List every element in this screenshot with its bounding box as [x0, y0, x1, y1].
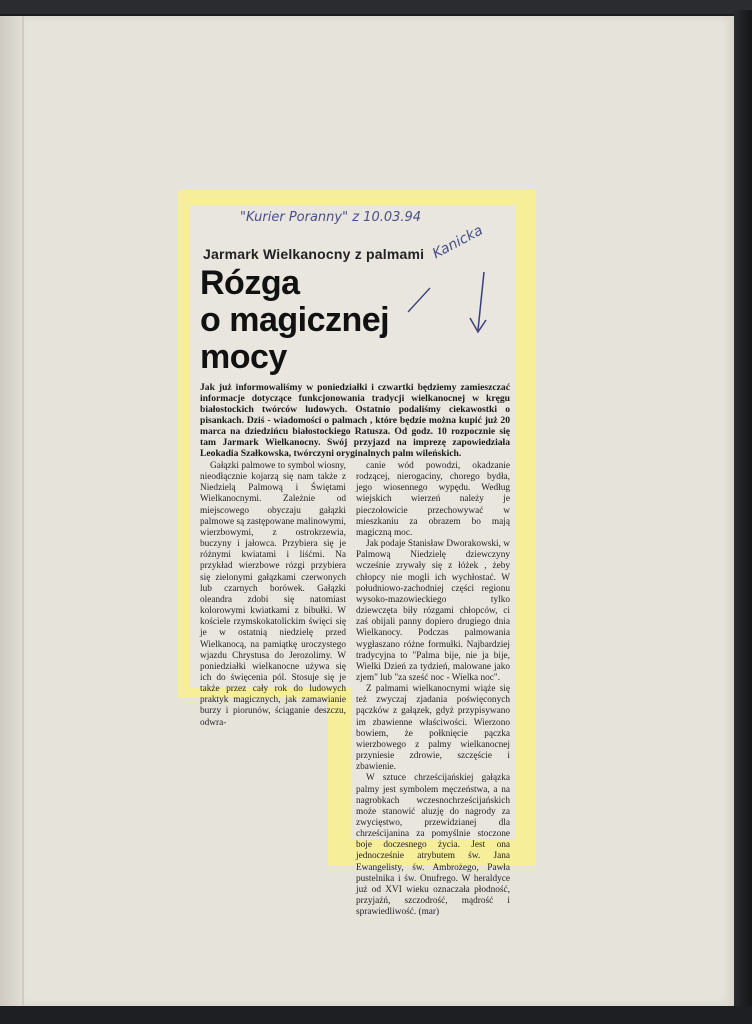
handwritten-author-note: Kanicka: [430, 222, 486, 263]
article-column-left: [200, 461, 346, 729]
handwritten-source-note: "Kurier Poranny" z 10.03.94: [240, 210, 422, 225]
book-bottom-edge: [0, 1006, 752, 1024]
article-kicker: Jarmark Wielkanocny z palmami: [203, 246, 425, 262]
paragraph: canie wód powodzi, okadzanie rodzącej, nierogaciny, chorego bydła, jego wiosennego wypędu. Według wiejskich wierzeń należy je pieczołowicie przechowywać w mieszkaniu za obrazem bo mają magiczną moc.: [356, 461, 510, 538]
paragraph: W sztuce chrześcijańskiej gałązka palmy jest symbolem męczeństwa, a na nagrobkach wczesnochrześcijańskich może stanowić aluzję do nagrody za zwycięstwo, przewidzianej dla chrześcijanina za pomyślnie stoczone boje doczesnego życia. Jest ona jednocześnie atrybutem św. Jana Ewangelisty, św. Ambrożego, Pawła pustelnika i św. Onufrego. W heraldyce już od XVI wieku oznaczała płodność, przyjaźń, szczodrość, mądrość i sprawiedliwość. (mar): [356, 773, 510, 918]
headline-line: mocy: [200, 338, 287, 376]
headline-line: o magicznej: [200, 301, 390, 339]
book-spine: [0, 16, 22, 1006]
paragraph: Jak podaje Stanisław Dworakowski, w Palmową Niedzielę dziewczyny wcześnie zrywały się z łóżek , żeby chłopcy nie mogli ich wychłostać. W południowo-zachodniej części regionu wysoko-mazowieckiego tylko dziewczęta biły rózgami chłopców, ci zaś obijali panny dopiero drugiego dnia Wielkanocy. Podczas palmowania wygłaszano różne formułki. Najbardziej tradycyjna to "Palma bije, nie ja bije, Wielki Dzień za tydzień, malowane jako zjem" lub "za sześć noc - Wielka noc".: [356, 539, 510, 683]
book-top-edge: [0, 0, 752, 14]
paragraph: Gałązki palmowe to symbol wiosny, nieodłącznie kojarzą się nam także z Niedzielą Palmową i Świętami Wielkanocnymi. Zależnie od miejscowego obyczaju gałązki palmowe są zastępowane malinowymi, wierzbowymi, z ostrokrzewia, buczyny i jałowca. Przybiera się je różnymi kwiatami i liśćmi. Na przykład wierzbowe rózgi przybiera się zielonymi gałązkami czerwonych lub czarnych borówek. Gałązki oleandra zdobi się natomiast kolorowymi kwiatkami z bibułki. W kościele rzymskokatolickim święci się je w ostatnią niedzielę przed Wielkanocą, na pamiątkę uroczystego wjazdu Chrystusa do Jerozolimy. W poniedziałki wielkanocne używa się ich do święcenia pól. Stosuje się je także przez cały rok do ludowych praktyk magicznych, jak zamawianie burzy i piorunów, ściąganie deszczu, odwra-: [200, 461, 346, 728]
book-right-edge: [734, 10, 752, 1010]
article-lead: Jak już informowaliśmy w poniedziałki i czwartki będziemy zamieszczać informacje dotyczące funkcjonowania tradycji wielkanocnej w kręgu białostockich twórców ludowych. Ostatnio podaliśmy ciekawostki o pisankach. Dziś - wiadomości o palmach , które będzie można kupić już 20 marca na dziedzińcu białostockiego Ratusza. Od godz. 10 rozpocznie się tam Jarmark Wielkanocny. Swój przyjazd na imprezę zapowiedziała Leokadia Szałkowska, twórczyni oryginalnych palm wileńskich.: [200, 382, 510, 459]
headline-line: Rózga: [200, 264, 300, 302]
article-column-right: [356, 461, 510, 918]
paragraph: Z palmami wielkanocnymi wiąże się też zwyczaj zjadania poświęconych pączków z gałązek, gdyż przypisywano im zbawienne właściwości. Wierzono bowiem, że połknięcie pączka wierzbowego z palmy wielkanocnej przyniesie zdrowie, szczęście i zbawienie.: [356, 684, 510, 773]
article-headline: [200, 265, 389, 376]
handwritten-arrow-icon: [400, 260, 510, 350]
